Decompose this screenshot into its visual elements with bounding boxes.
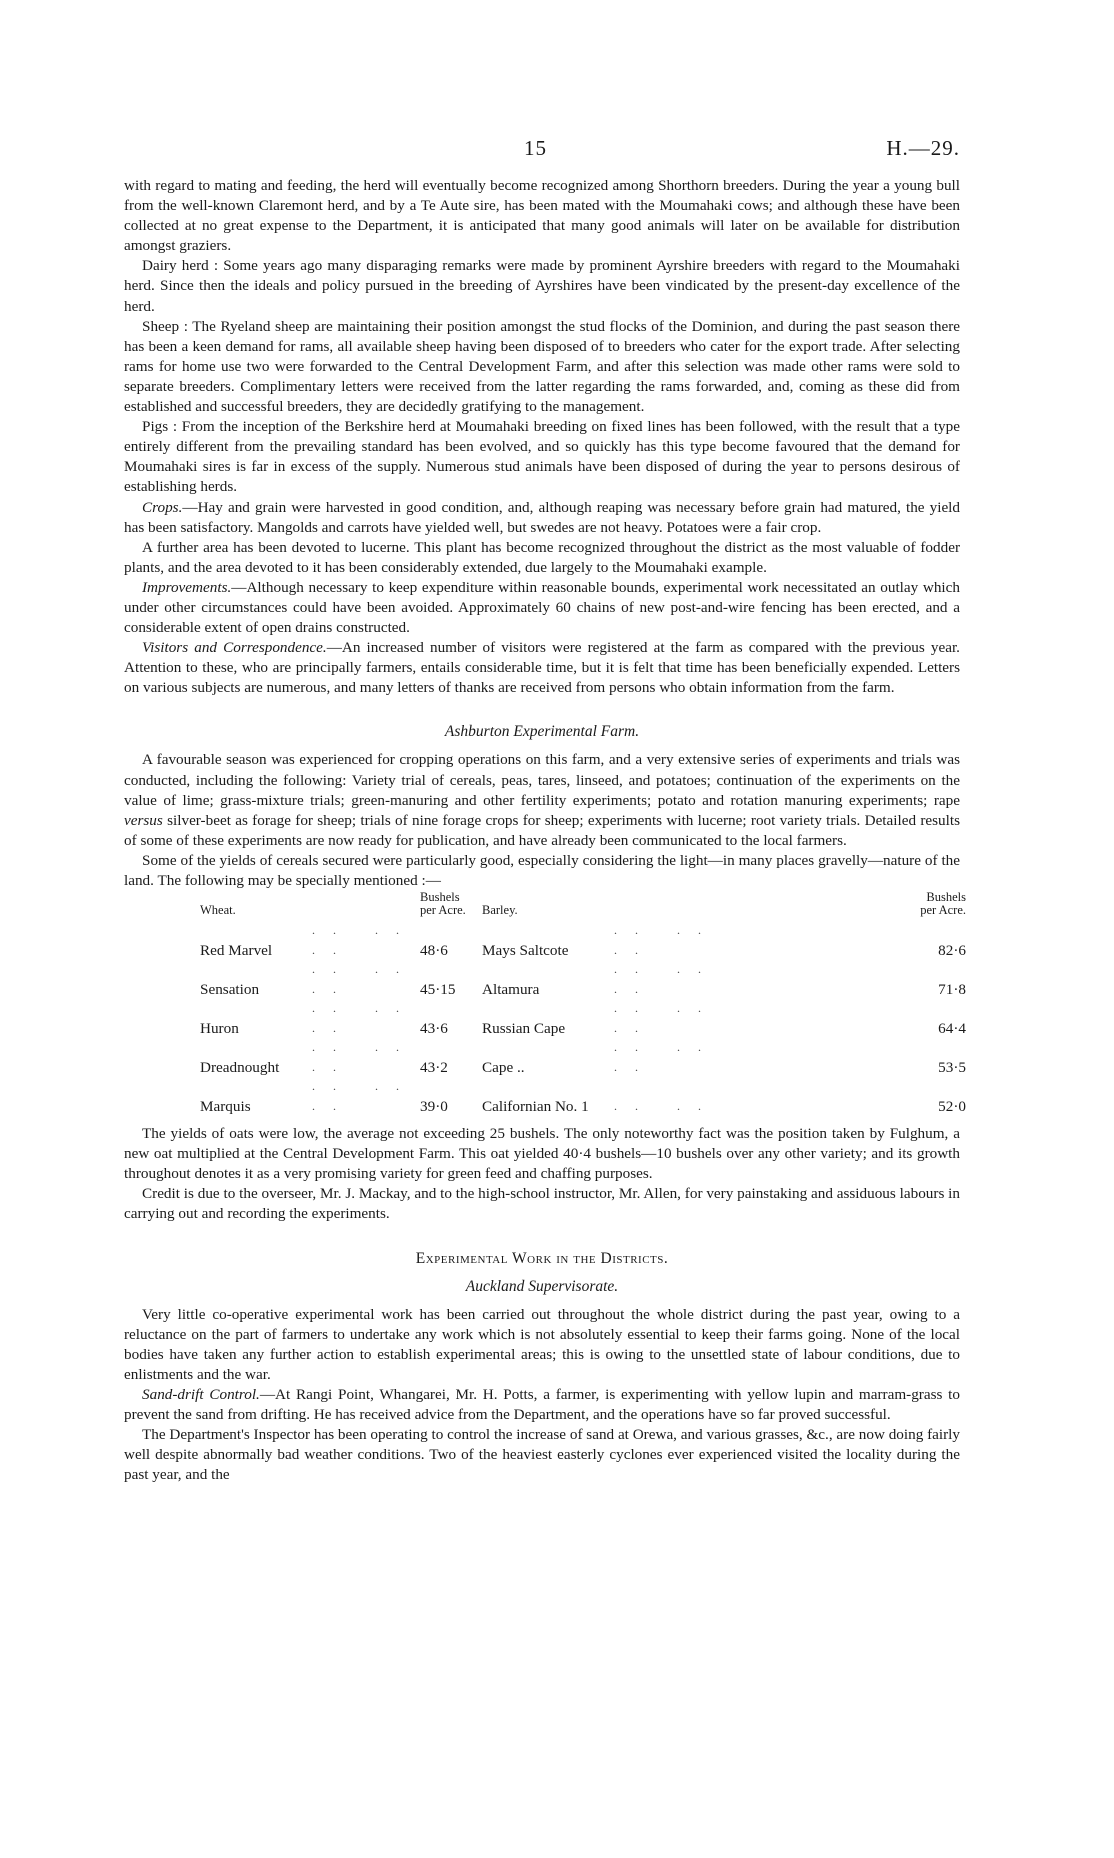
sheep-text: The Ryeland sheep are maintaining their position amongst the stud flocks of the Dominion, and during the past season there has been a keen demand for rams, all available sheep having been disposed of to breeders who cater for the export trade. After selecting rams for home use two were forwarded to the Central Development Farm, and after this selection was made other rams were sold to separate breeders. Complimentary letters were received from the latter regarding the rams forwarded, and, coming as these did from established and successful breeders, they are decidedly gratifying to the management.: [124, 317, 961, 416]
sand-drift-text: —At Rangi Point, Whangarei, Mr. H. Potts, a farmer, is experimenting with yellow lupin and marram-grass to prevent the sand from drifting. He has received advice from the Department, and the operations have so far proved successful.: [124, 1385, 960, 1424]
visitors-paragraph: [124, 638, 960, 698]
wheat-yield: 43·2: [420, 1058, 448, 1076]
shorthorn-paragraph: with regard to mating and feeding, the herd will eventually become recognized among Shorthorn breeders. During the year a young bull from the well-known Claremont herd, and by a Te Aute sire, has been mated with the Moumahaki cows; and although these have been collected at no great expense to the Department, it is anticipated that many good animals will later on be available for distribution amongst graziers.: [124, 177, 960, 255]
improvements-text: —Although necessary to keep expenditure within reasonable bounds, experimental work necessitated an outlay which under other circumstances could have been avoided. Approximately 60 chains of new post-and-wire fencing has been erected, and a considerable extent of open drains constructed.: [124, 578, 960, 637]
ashburton-heading: Ashburton Experimental Farm.: [444, 723, 640, 741]
leader-dots: .. .. ..: [312, 1040, 417, 1074]
sheep-label: Sheep :: [142, 317, 188, 335]
leader-dots: .. .. ..: [312, 923, 417, 957]
leader-dots: .. .. ..: [614, 1040, 719, 1074]
table-row: [200, 1077, 970, 1116]
auckland-paragraph: Very little co-operative experimental work has been carried out throughout the whole district during the past year, owing to a reluctance on the part of farmers to undertake any work which is not absolutely essential to keep their farms going. None of the local bodies have taken any further action to establish experimental areas; this is owing to the unsettled state of labour conditions, due to enlistments and the war.: [124, 1305, 960, 1383]
table-row: [200, 999, 970, 1038]
yields-intro-paragraph: Some of the yields of cereals secured were particularly good, especially considering the light—in many places gravelly—nature of the land. The following may be specially mentioned :—: [124, 851, 960, 889]
document-page: [124, 136, 966, 1485]
cereal-yields-table: [200, 891, 970, 1116]
page-number: 15: [524, 136, 547, 160]
pigs-label: Pigs :: [142, 418, 178, 436]
dairy-herd-text: Some years ago many disparaging remarks were made by prominent Ayrshire breeders with regard to the Moumahaki herd. Since then the ideals and policy pursued in the breeding of Ayrshires have been vindicated by the present-day excellence of the herd.: [124, 257, 960, 315]
crops-label: Crops.: [142, 498, 183, 516]
barley-yield: 71·8: [938, 980, 966, 998]
table-row: [200, 921, 970, 960]
pigs-text: From the inception of the Berkshire herd at Moumahaki breeding on fixed lines has been followed, with the result that a type entirely different from the prevailing standard has been evolved, and so quickly has this type become favoured that the demand for Moumahaki sires is far in excess of the supply. Numerous stud animals have been disposed of during the year to persons desirous of establishing herds.: [124, 418, 960, 496]
crops-text: —Hay and grain were harvested in good condition, and, although reaping was necessary before grain had matured, the yield has been satisfactory. Mangolds and carrots have yielded well, but swedes are not heavy. Potatoes were a fair crop.: [124, 498, 960, 536]
barley-column-header: Barley.: [482, 903, 518, 918]
table-row: [200, 960, 970, 999]
leader-dots: .. .. ..: [312, 1001, 417, 1035]
wheat-variety: Red Marvel: [200, 941, 273, 959]
wheat-yield: 48·6: [420, 941, 448, 959]
wheat-variety: Marquis: [200, 1097, 251, 1115]
page-header: [124, 136, 960, 176]
wheat-yield: 43·6: [420, 1019, 448, 1037]
barley-variety: Californian No. 1: [482, 1097, 589, 1115]
dairy-herd-label: Dairy herd :: [142, 257, 219, 275]
wheat-variety: Dreadnought: [200, 1058, 280, 1076]
barley-variety: Russian Cape: [482, 1019, 566, 1037]
barley-variety: Cape ..: [482, 1058, 525, 1076]
auckland-subheading: Auckland Supervisorate.: [465, 1277, 619, 1295]
ashburton-text-start: A favourable season was experienced for cropping operations on this farm, and a very extensive series of experiments and trials was conducted, including the following: Variety trial of cereals, peas, tares, linseed, and potatoes; continuation of the experiments on the value of lime; grass-mixture trials; green-manuring and other fertility experiments; potato and rotation manuring experiments; rape: [124, 751, 960, 809]
improvements-label: Improvements.: [142, 578, 232, 596]
pigs-paragraph: [124, 417, 960, 497]
barley-yield: 64·4: [938, 1019, 966, 1037]
orewa-paragraph: The Department's Inspector has been operating to control the increase of sand at Orewa, and various grasses, &c., are now doing fairly well despite abnormally bad weather conditions. Two of the heaviest easterly cyclones ever experienced visited the locality during the past year, and the: [124, 1426, 960, 1484]
barley-yield: 82·6: [938, 941, 966, 959]
oats-paragraph: The yields of oats were low, the average not exceeding 25 bushels. The only noteworthy fact was the position taken by Fulghum, a new oat multiplied at the Central Development Farm. This oat yielded 40·4 bushels—10 bushels over any other variety; and its growth throughout denotes it as a very promising variety for green feed and chaffing purposes.: [124, 1125, 960, 1183]
districts-heading: Experimental Work in the Districts.: [415, 1249, 669, 1267]
leader-dots: .. .. ..: [614, 1001, 719, 1035]
barley-variety: Altamura: [482, 980, 540, 998]
sand-drift-paragraph: [124, 1385, 960, 1425]
barley-yield: 52·0: [938, 1097, 966, 1115]
ashburton-paragraph: [124, 750, 960, 850]
wheat-bushels-header: Bushels per Acre.: [420, 890, 466, 918]
leader-dots: .. .. ..: [312, 1079, 417, 1113]
leader-dots: .. ..: [614, 1098, 719, 1113]
sheep-paragraph: [124, 317, 960, 417]
credit-paragraph: Credit is due to the overseer, Mr. J. Mackay, and to the high-school instructor, Mr. Allen, for very painstaking and assiduous labours in carrying out and recording the experiments.: [124, 1185, 960, 1223]
leader-dots: .. .. ..: [614, 962, 719, 996]
versus-word: versus: [124, 811, 163, 829]
wheat-yield: 45·15: [420, 980, 456, 998]
improvements-paragraph: [124, 578, 960, 638]
ashburton-text-end: silver-beet as forage for sheep; trials of nine forage crops for sheep; experiments with lucerne; root variety trials. Detailed results of some of these experiments are now ready for publication, and have already been communicated to the local farmers.: [124, 811, 960, 849]
barley-bushels-header: Bushels per Acre.: [920, 890, 966, 918]
table-header-row: [200, 891, 970, 921]
lucerne-paragraph: A further area has been devoted to lucerne. This plant has become recognized throughout the district as the most valuable of fodder plants, and the area devoted to it has been considerably extended, due largely to the Moumahaki example.: [124, 538, 960, 576]
wheat-variety: Sensation: [200, 980, 260, 998]
crops-paragraph: [124, 498, 960, 538]
table-row: [200, 1038, 970, 1077]
wheat-variety: Huron: [200, 1019, 239, 1037]
wheat-yield: 39·0: [420, 1097, 448, 1115]
barley-yield: 53·5: [938, 1058, 966, 1076]
barley-variety: Mays Saltcote: [482, 941, 569, 959]
dairy-herd-paragraph: [124, 256, 960, 316]
sand-drift-label: Sand-drift Control.: [142, 1385, 260, 1403]
wheat-column-header: Wheat.: [200, 903, 236, 918]
visitors-label: Visitors and Correspondence.: [142, 639, 327, 657]
document-reference: H.—29.: [886, 136, 960, 160]
leader-dots: .. .. ..: [312, 962, 417, 996]
leader-dots: .. .. ..: [614, 923, 719, 957]
visitors-text: —An increased number of visitors were registered at the farm as compared with the previous year. Attention to these, who are principally farmers, entails considerable time, but it is felt that time has been beneficially expended. Letters on various subjects are numerous, and many letters of thanks are received from persons who obtain information from the farm.: [124, 639, 960, 697]
